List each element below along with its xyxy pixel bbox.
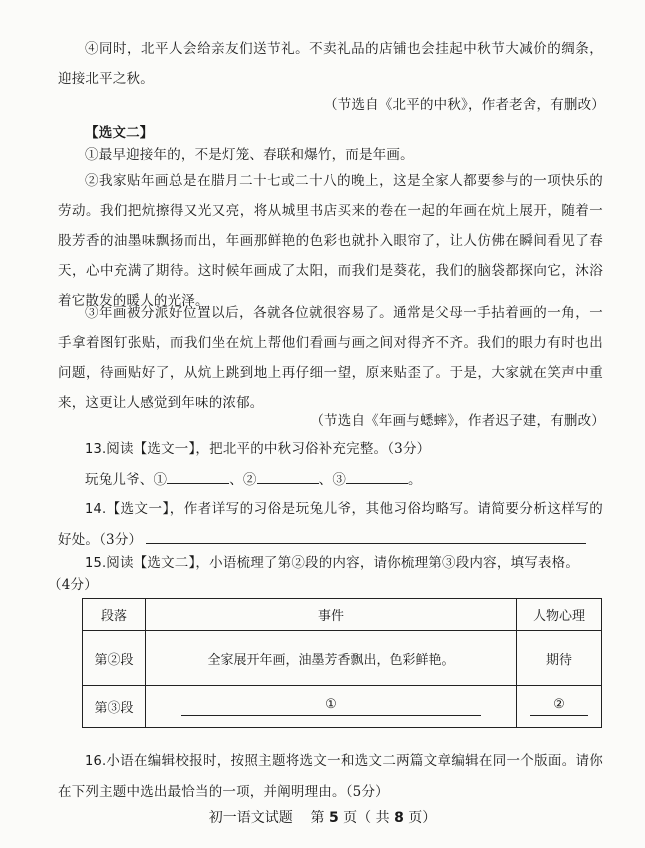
table-row-2-event-cell[interactable] xyxy=(146,686,517,728)
q15-table xyxy=(82,598,602,728)
table-header-event: 事件 xyxy=(146,599,517,631)
table-row-2-mind-blank[interactable]: ② xyxy=(530,697,588,716)
table-row-1-event: 全家展开年画，油墨芳香飘出，色彩鲜艳。 xyxy=(146,631,517,686)
question-14 xyxy=(58,494,603,555)
q13-end: 。 xyxy=(408,472,422,488)
question-13-answer-line xyxy=(58,465,603,495)
passage-1-para-4: ④同时，北平人会给亲友们送节礼。不卖礼品的店铺也会挂起中秋节大减价的绸条，迎接北平之秋。 xyxy=(58,41,603,87)
question-14-text: 【选文一】，作者详写的习俗是玩兔儿爷，其他习俗均略写。请简要分析这样写的好处。（3分） xyxy=(58,501,603,548)
question-15-number: 15. xyxy=(85,556,107,571)
table-header-mind: 人物心理 xyxy=(517,599,602,631)
passage-2-para-3: ③年画被分派好位置以后，各就各位就很容易了。通常是父母一手拈着画的一角，一手拿着图钉张贴，而我们坐在炕上帮他们看画与画之间对得齐不齐。我们的眼力有时也出问题，待画贴好了，从炕上跳到地上再仔细一望，原来贴歪了。于是，大家就在笑声中重来，这更让人感觉到年味的浓郁。 xyxy=(58,305,603,411)
footer-total-label-b: 页） xyxy=(408,810,437,826)
footer-title: 初一语文试题 xyxy=(208,810,293,826)
question-13-number: 13. xyxy=(85,442,107,457)
q13-prefix: 玩兔儿爷、 xyxy=(85,472,154,488)
question-13-text: 阅读【选文一】，把北平的中秋习俗补充完整。（3分） xyxy=(106,441,431,457)
footer-page-label-a: 第 xyxy=(310,810,325,826)
source-note-2: （节选自《年画与蟋蟀》，作者迟子建，有删改） xyxy=(310,413,605,429)
question-15-score: （4分） xyxy=(48,577,98,593)
table-row-1-mind: 期待 xyxy=(517,631,602,686)
footer-total-label-a: 共 xyxy=(375,810,390,826)
q13-sep-2: 、 xyxy=(318,472,333,488)
passage-2-para-1: ①最早迎接年的，不是灯笼、春联和爆竹，而是年画。 xyxy=(85,147,414,163)
q13-blank-2[interactable] xyxy=(257,467,319,484)
q13-mark-1: ① xyxy=(153,472,168,488)
q13-mark-2: ② xyxy=(242,472,257,488)
question-13 xyxy=(58,434,603,465)
footer-total-number: 8 xyxy=(394,810,404,826)
table-row xyxy=(83,686,602,728)
table-row-2-event-blank[interactable]: ① xyxy=(181,697,481,716)
footer-page-number: 5 xyxy=(328,810,339,826)
source-note-1: （节选自《北平的中秋》，作者老舍，有删改） xyxy=(324,97,605,113)
footer-page-label-b: 页（ xyxy=(343,810,372,826)
q13-mark-3: ③ xyxy=(332,472,347,488)
question-15-text: 阅读【选文二】，小语梳理了第②段的内容，请你梳理第③段内容，填写表格。 xyxy=(106,555,580,571)
page-footer xyxy=(0,803,645,833)
section-2-title: 【选文二】 xyxy=(85,125,154,141)
passage-2-para-2: ②我家贴年画总是在腊月二十七或二十八的晚上，这是全家人都要参与的一项快乐的劳动。我们把炕擦得又光又亮，将从城里书店买来的卷在一起的年画在炕上展开，随着一股芳香的油墨味飘扬而出，年画那鲜艳的色彩也就扑入眼帘了，让人仿佛在瞬间看见了春天，心中充满了期待。这时候年画成了太阳，而我们是葵花，我们的脑袋都探向它，沐浴着它散发的暖人的光泽。 xyxy=(58,173,603,309)
table-row-1-para: 第②段 xyxy=(83,631,146,686)
question-14-number: 14. xyxy=(85,502,107,517)
question-16-number: 16. xyxy=(85,754,107,769)
q13-blank-3[interactable] xyxy=(346,467,408,484)
question-16-text: 小语在编辑校报时，按照主题将选文一和选文二两篇文章编辑在同一个版面。请你在下列主题中选出最恰当的一项，并阐明理由。（5分） xyxy=(58,753,603,800)
table-header-para: 段落 xyxy=(83,599,146,631)
table-header-row xyxy=(83,599,602,631)
table-row-2-mind-cell[interactable] xyxy=(517,686,602,728)
table-row-2-para: 第③段 xyxy=(83,686,146,728)
q13-blank-1[interactable] xyxy=(167,467,229,484)
q14-answer-blank[interactable] xyxy=(146,527,586,544)
question-16 xyxy=(58,746,603,807)
q13-sep-1: 、 xyxy=(229,472,243,488)
table-row xyxy=(83,631,602,686)
